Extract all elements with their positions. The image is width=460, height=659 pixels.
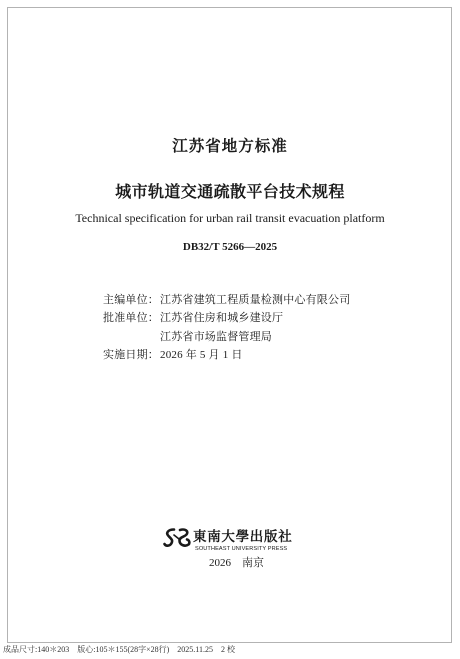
standard-type-heading: 江苏省地方标准: [172, 137, 288, 155]
info-value: 江苏省市场监督管理局: [160, 330, 272, 343]
info-label: 主编单位：: [103, 294, 159, 306]
publisher-block: [163, 526, 303, 554]
document-title-cn: 城市轨道交通疏散平台技术规程: [115, 182, 345, 201]
publisher-name-cn: 東南大學出版社: [193, 529, 293, 545]
info-value: 江苏省建筑工程质量检测中心有限公司: [160, 294, 351, 306]
info-label: 批准单位：: [103, 312, 159, 325]
info-values: [160, 309, 283, 346]
info-values: [160, 291, 350, 309]
info-row-approver: [103, 309, 350, 346]
standard-code: DB32/T 5266—2025: [182, 241, 278, 253]
imprint-year-place: 2026 南京: [209, 557, 264, 569]
info-row-effective-date: [103, 346, 350, 364]
info-row-chief-editor: [103, 291, 350, 309]
print-spec-note: 成品尺寸:140＊203 版心:105＊155(28字×28行) 2025.11.25 2 校: [3, 645, 235, 654]
info-block: [103, 291, 350, 365]
info-value: 江苏省住房和城乡建设厅: [160, 312, 284, 325]
info-value: 2026 年 5 月 1 日: [160, 349, 243, 362]
document-title-en: Technical specification for urban rail transit evacuation platform: [75, 211, 385, 225]
publisher-name-en: SOUTHEAST UNIVERSITY PRESS: [195, 546, 288, 552]
info-values: [160, 346, 243, 364]
info-label: 实施日期：: [103, 349, 159, 362]
seu-press-logo-icon: [163, 527, 191, 549]
